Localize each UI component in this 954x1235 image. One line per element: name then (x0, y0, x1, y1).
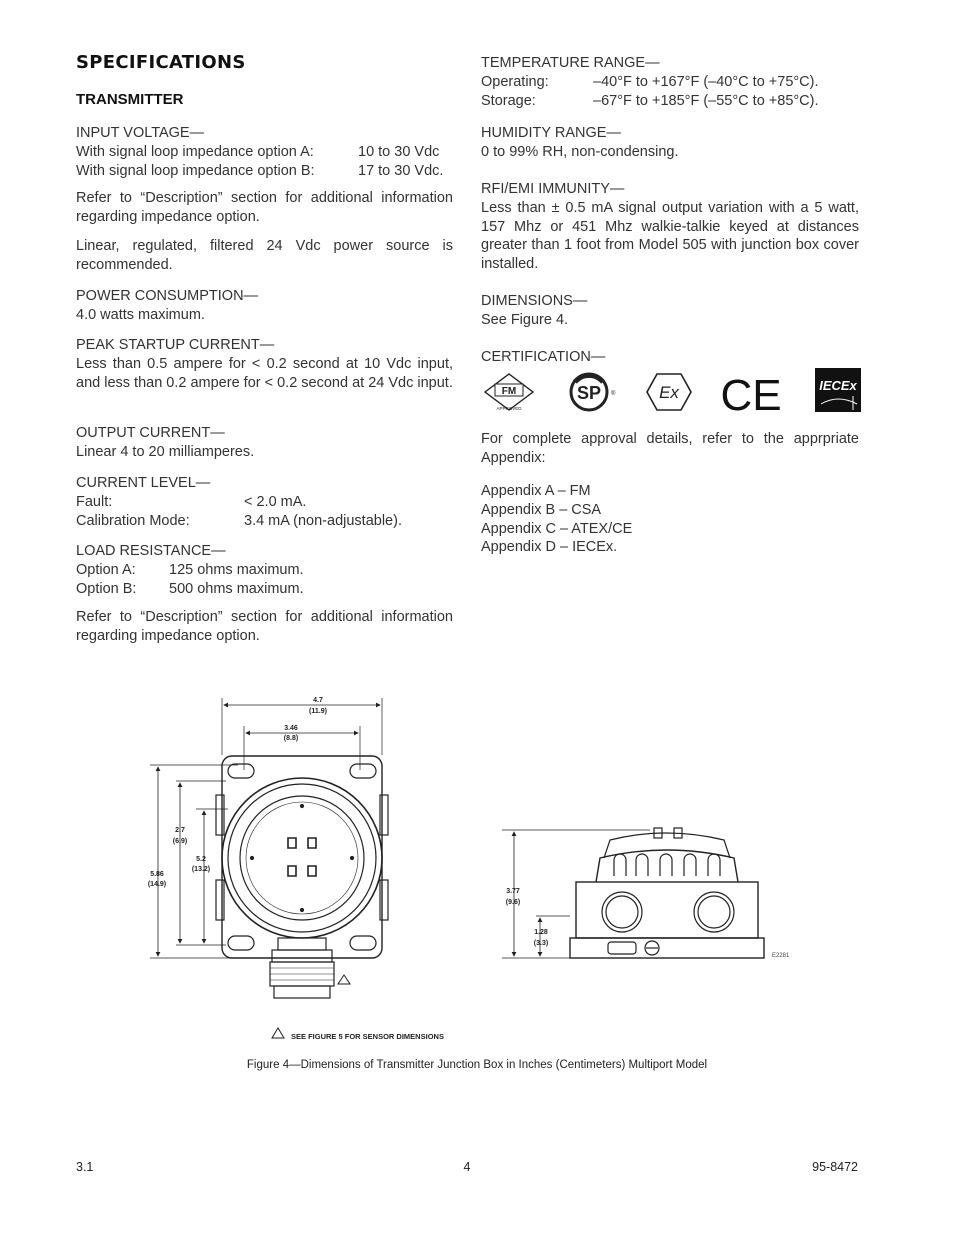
svg-text:IECEx: IECEx (819, 378, 857, 393)
load-resistance-section (76, 542, 453, 598)
iecex-logo (815, 368, 861, 412)
dimension-labels (148, 697, 548, 947)
top-view-drawing (147, 698, 388, 998)
appendix-item: Appendix A – FM (481, 483, 591, 499)
rfi-section (481, 180, 859, 274)
spec-label: Storage: (481, 92, 536, 109)
spec-label: Option B: (76, 580, 137, 597)
transmitter-heading: TRANSMITTER (76, 91, 184, 108)
half-height-label: 2.7 (175, 827, 185, 834)
warning-icon (272, 1028, 284, 1038)
spec-value: 500 ohms maximum. (169, 580, 304, 597)
total-height-cm-label: (14.9) (147, 881, 167, 888)
svg-text:CE: CE (720, 371, 782, 418)
humidity-text: 0 to 99% RH, non-condensing. (481, 143, 679, 160)
current-level-heading: CURRENT LEVEL— (76, 475, 211, 491)
temperature-heading: TEMPERATURE RANGE— (481, 55, 660, 71)
spec-label: Fault: (76, 493, 113, 510)
figure-caption: Figure 4—Dimensions of Transmitter Junction Box in Inches (Centimeters) Multiport Model (246, 1059, 708, 1071)
rfi-text: Less than ± 0.5 mA signal output variation with a 5 watt, 157 Mhz or 451 Mhz walkie-talkie keyed at distances greater than 1 foot from Model 505 with junction box cover installed. (481, 199, 859, 273)
width-label: 4.7 (313, 697, 323, 704)
certification-heading: CERTIFICATION— (481, 349, 606, 365)
width-cm-label: (11.9) (309, 708, 327, 715)
svg-text:APPROVED: APPROVED (496, 406, 522, 411)
dimension-figure (0, 680, 954, 1080)
peak-startup-heading: PEAK STARTUP CURRENT— (76, 337, 275, 353)
temperature-section (481, 54, 859, 110)
output-current-section (76, 424, 453, 462)
spec-label: Operating: (481, 73, 549, 90)
svg-text:SEE FIGURE 5 FOR SENSOR DIMENS: SEE FIGURE 5 FOR SENSOR DIMENSIONS (291, 1032, 444, 1041)
svg-text:SP: SP (576, 383, 602, 403)
fm-approved-logo (485, 374, 533, 411)
page-number: 4 (463, 1160, 471, 1174)
dimensions-section (481, 292, 859, 330)
impedance-note: Refer to “Description” section for additional information regarding impedance option. (76, 190, 453, 225)
svg-text:Ex: Ex (659, 383, 679, 402)
approval-note: For complete approval details, refer to the apprpriate Appendix: (481, 431, 859, 466)
appendix-item: Appendix B – CSA (481, 501, 602, 518)
spec-value: –40°F to +167°F (–40°C to +75°C). (593, 73, 819, 90)
input-voltage-heading: INPUT VOLTAGE— (76, 125, 205, 141)
base-height-label: 1.28 (534, 929, 548, 936)
power-consumption-text: 4.0 watts maximum. (76, 306, 205, 323)
humidity-section (481, 124, 859, 162)
spec-value: 3.4 mA (non-adjustable). (244, 512, 402, 529)
peak-startup-text: Less than 0.5 ampere for < 0.2 second at 10 Vdc input, and less than 0.2 ampere for < 0.2 second at 24 Vdc input. (76, 355, 453, 391)
spec-value: < 2.0 mA. (244, 493, 307, 510)
ce-logo (720, 371, 781, 418)
base-height-cm-label: (3.3) (533, 940, 549, 947)
drawing-id: E2281 (772, 953, 790, 959)
appendix-item: Appendix D – IECEx. (481, 539, 618, 556)
svg-text:®: ® (611, 391, 616, 397)
peak-startup-section (76, 336, 453, 392)
inner-width-label: 3.46 (284, 725, 298, 732)
power-consumption-section (76, 287, 453, 325)
total-height-label: 5.86 (150, 871, 164, 878)
side-height-label: 3.77 (506, 888, 520, 895)
power-consumption-heading: POWER CONSUMPTION— (76, 288, 259, 304)
body-height-label: 5.2 (196, 856, 206, 863)
current-level-section (76, 474, 453, 530)
side-height-cm-label: (9.6) (505, 899, 521, 906)
spec-value: 10 to 30 Vdc (358, 143, 440, 160)
spec-value: –67°F to +185°F (–55°C to +85°C). (593, 92, 819, 109)
humidity-heading: HUMIDITY RANGE— (481, 125, 621, 141)
load-resistance-heading: LOAD RESISTANCE— (76, 543, 226, 559)
ex-logo (647, 374, 691, 410)
certification-logos (481, 362, 863, 418)
appendix-list (481, 482, 859, 557)
power-source-note: Linear, regulated, filtered 24 Vdc power source is recommended. (76, 238, 453, 273)
half-height-cm-label: (6.9) (172, 838, 188, 845)
spec-label: Option A: (76, 561, 136, 578)
csa-logo (571, 374, 616, 410)
spec-label: With signal loop impedance option B: (76, 162, 315, 179)
spec-label: With signal loop impedance option A: (76, 143, 314, 160)
inner-width-cm-label: (8.8) (283, 735, 299, 742)
body-height-cm-label: (13.2) (191, 866, 211, 873)
spec-value: 17 to 30 Vdc. (358, 162, 444, 179)
appendix-item: Appendix C – ATEX/CE (481, 520, 633, 537)
sensor-note (272, 1028, 444, 1041)
spec-label: Calibration Mode: (76, 512, 190, 529)
input-voltage-section (76, 124, 453, 180)
footer-left: 3.1 (76, 1160, 94, 1174)
svg-text:FM: FM (501, 386, 517, 397)
dimensions-heading: DIMENSIONS— (481, 293, 588, 309)
document-number: 95-8472 (812, 1160, 858, 1174)
side-view-drawing (502, 828, 764, 958)
output-current-heading: OUTPUT CURRENT— (76, 425, 225, 441)
section-title: SPECIFICATIONS (76, 52, 246, 73)
rfi-heading: RFI/EMI IMMUNITY— (481, 181, 625, 197)
spec-value: 125 ohms maximum. (169, 561, 304, 578)
dimensions-text: See Figure 4. (481, 311, 569, 328)
load-impedance-note: Refer to “Description” section for additional information regarding impedance option. (76, 609, 453, 644)
output-current-text: Linear 4 to 20 milliamperes. (76, 443, 255, 460)
